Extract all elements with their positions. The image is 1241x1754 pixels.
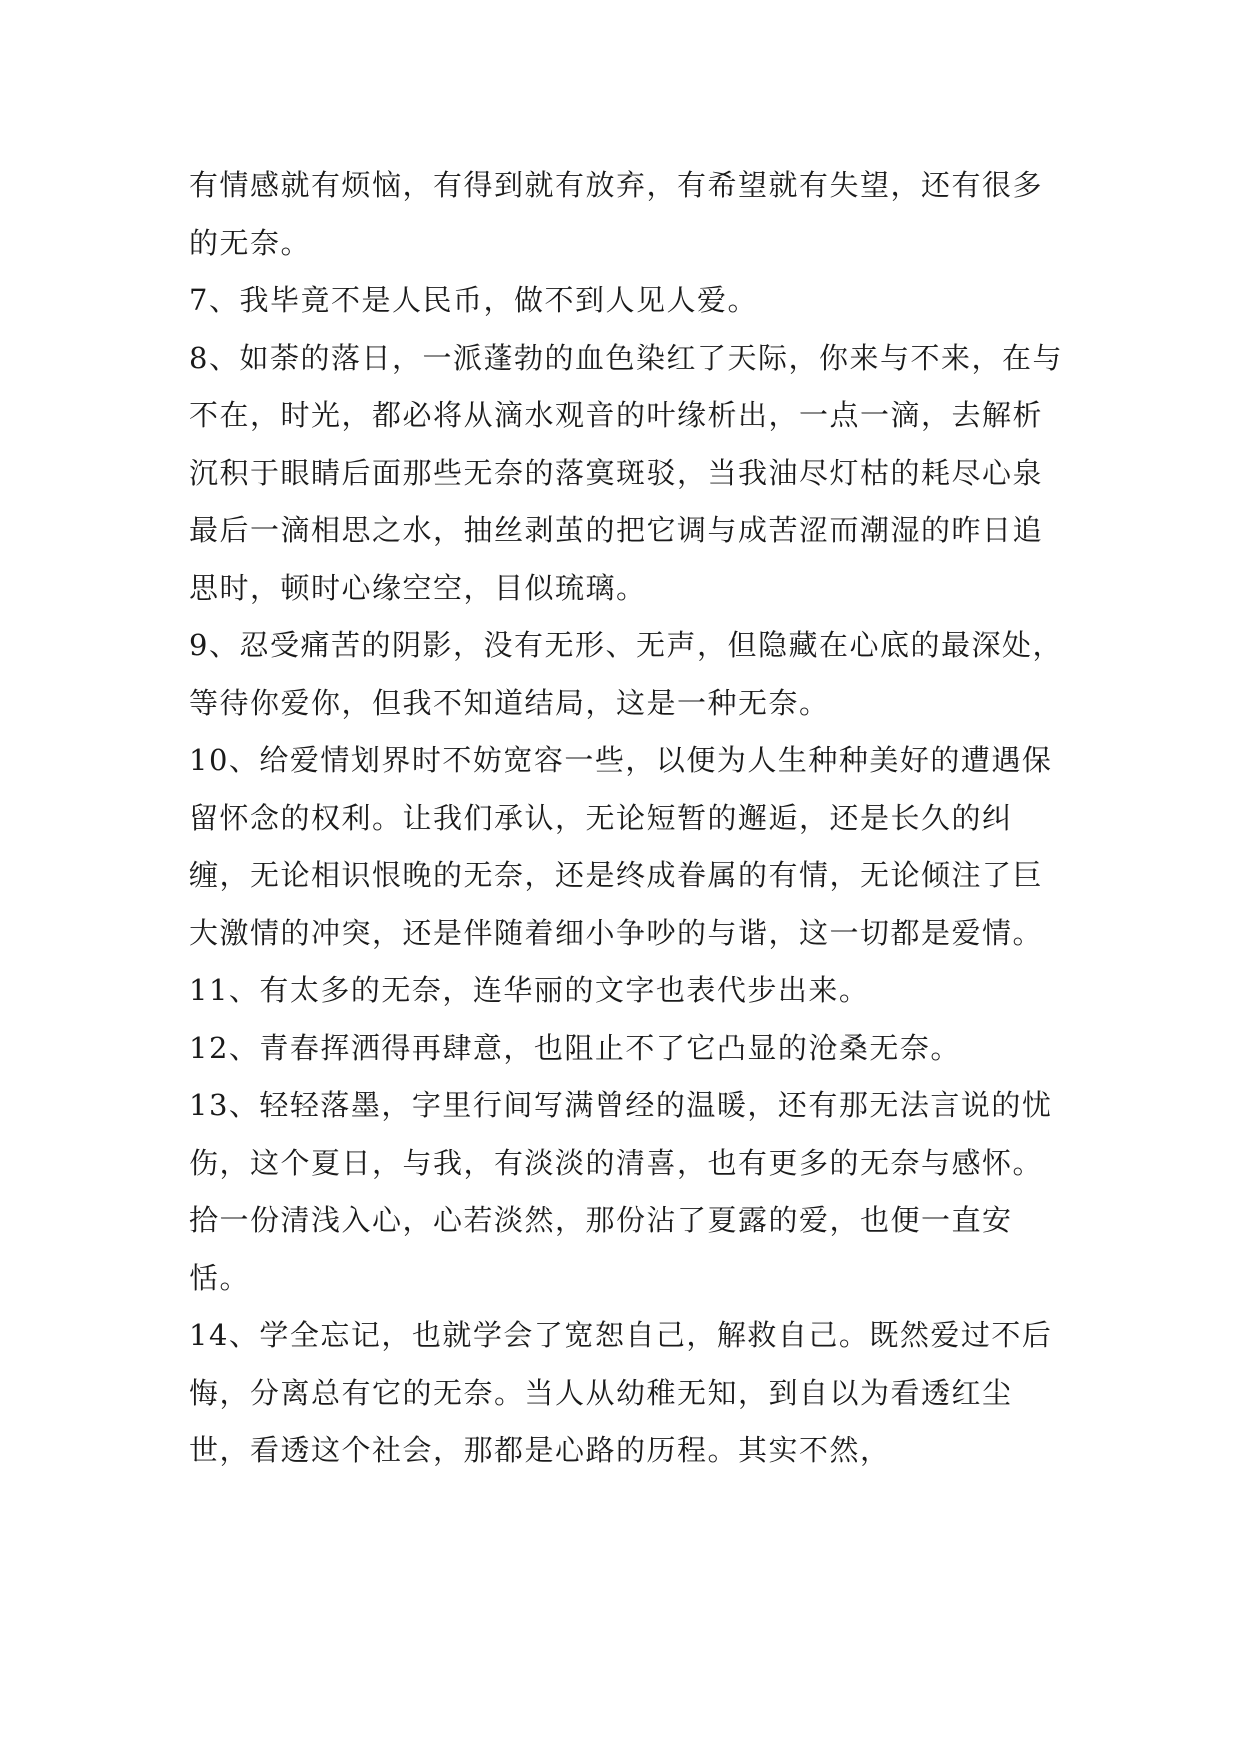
paragraph-5: 10、给爱情划界时不妨宽容一些，以便为人生种种美好的遭遇保留怀念的权利。让我们承认，无论短暂的邂逅，还是长久的纠缠，无论相识恨晚的无奈，还是终成眷属的有情，无论倾注了巨大激情的冲突，还是伴随着细小争吵的与谐，这一切都是爱情。 <box>189 743 1053 950</box>
paragraph-6: 11、有太多的无奈，连华丽的文字也表代步出来。 <box>189 973 870 1007</box>
paragraph-2: 7、我毕竟不是人民币，做不到人见人爱。 <box>189 283 758 317</box>
paragraph-7: 12、青春挥洒得再肆意，也阻止不了它凸显的沧桑无奈。 <box>189 1030 961 1065</box>
paragraph-1: 有情感就有烦恼，有得到就有放弃，有希望就有失望，还有很多的无奈。 <box>189 168 1044 260</box>
paragraph-4: 9、忍受痛苦的阴影，没有无形、无声，但隐藏在心底的最深处，等待你爱你，但我不知道结局，这是一种无奈。 <box>189 628 1063 720</box>
paragraph-3: 8、如荼的落日，一派蓬勃的血色染红了天际，你来与不来，在与不在，时光，都必将从滴水观音的叶缘析出，一点一滴，去解析沉积于眼睛后面那些无奈的落寞斑驳，当我油尽灯枯的耗尽心泉最后一滴相思之水，抽丝剥茧的把它调与成苦涩而潮湿的昨日追思时，顿时心缘空空，目似琉璃。 <box>189 340 1063 605</box>
paragraph-8: 13、轻轻落墨，字里行间写满曾经的温暖，还有那无法言说的忧伤，这个夏日，与我，有淡淡的清喜，也有更多的无奈与感怀。拾一份清浅入心，心若淡然，那份沾了夏露的爱，也便一直安恬。 <box>189 1088 1053 1295</box>
paragraph-9: 14、学全忘记，也就学会了宽恕自己，解救自己。既然爱过不后悔，分离总有它的无奈。当人从幼稚无知，到自以为看透红尘世，看透这个社会，那都是心路的历程。其实不然， <box>189 1318 1053 1467</box>
document-body <box>189 157 1069 1480</box>
